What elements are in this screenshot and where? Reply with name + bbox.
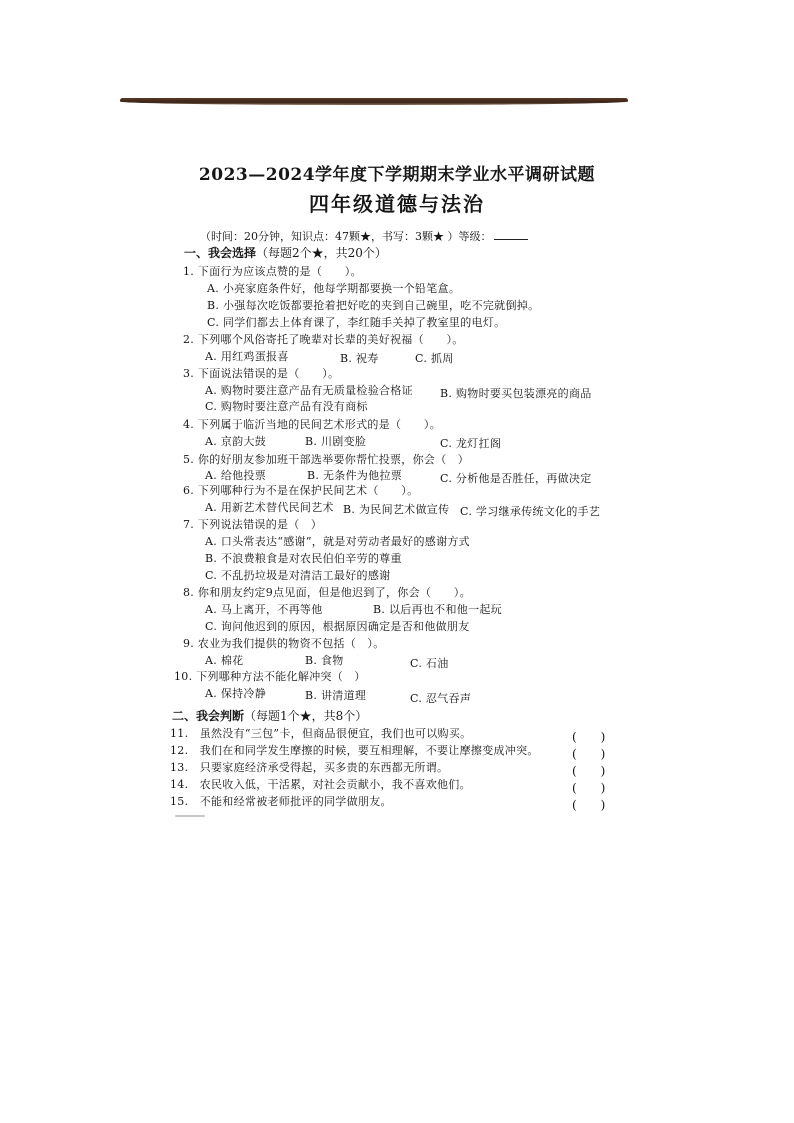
judgment-15: 15. 不能和经常被老师批评的同学做朋友。: [170, 795, 392, 808]
question-6-option-b: B. 为民间艺术做宣传: [343, 503, 450, 516]
question-10-option-c: C. 忍气吞声: [410, 692, 472, 705]
question-7-stem: 7. 下列说法错误的是（ ）: [183, 518, 323, 531]
question-8-stem: 8. 你和朋友约定9点见面，但是他迟到了，你会（ ）。: [183, 586, 471, 599]
section-2-note: （每题1个★，共8个）: [244, 709, 368, 723]
judgment-13-answer-box[interactable]: ( ): [572, 764, 606, 778]
question-10-stem: 10. 下列哪种方法不能化解冲突（ ）: [174, 670, 366, 683]
exam-title: 2023—2024学年度下学期期末学业水平调研试题: [198, 165, 596, 185]
question-9-option-b: B. 食物: [305, 654, 344, 667]
question-8-option-b: B. 以后再也不和他一起玩: [373, 603, 502, 616]
question-1-option-b: B. 小强每次吃饭都要抢着把好吃的夹到自己碗里，吃不完就倒掉。: [207, 299, 540, 312]
question-2-option-a: A. 用红鸡蛋报喜: [205, 350, 289, 363]
question-3-option-a: A. 购物时要注意产品有无质量检验合格证: [205, 384, 413, 397]
judgment-11-answer-box[interactable]: ( ): [572, 730, 606, 744]
exam-meta-text: （时间：20分钟，知识点：47颗★，书写：3颗★ ）等级：: [200, 230, 492, 243]
question-10-option-a: A. 保持冷静: [205, 687, 267, 700]
judgment-14-answer-box[interactable]: ( ): [572, 781, 606, 795]
question-7-option-b: B. 不浪费粮食是对农民伯伯辛劳的尊重: [205, 552, 402, 565]
judgment-12-answer-box[interactable]: ( ): [572, 747, 606, 761]
question-9-option-c: C. 石油: [410, 657, 449, 670]
question-4-option-a: A. 京韵大鼓: [205, 435, 267, 448]
question-3-stem: 3. 下面说法错误的是（ ）。: [183, 367, 340, 380]
question-9-option-a: A. 棉花: [205, 654, 244, 667]
question-6-option-a: A. 用新艺术替代民间艺术: [205, 501, 334, 514]
grade-blank: [494, 229, 528, 240]
judgment-14: 14. 农民收入低，干活累，对社会贡献小，我不喜欢他们。: [170, 778, 471, 791]
question-2-stem: 2. 下列哪个风俗寄托了晚辈对长辈的美好祝福（ ）。: [183, 333, 464, 346]
question-5-option-a: A. 给他投票: [205, 469, 267, 482]
question-4-stem: 4. 下列属于临沂当地的民间艺术形式的是（ ）。: [183, 418, 441, 431]
judgment-11: 11. 虽然没有“三包”卡，但商品很便宜，我们也可以购买。: [170, 727, 472, 740]
question-3-option-c: C. 购物时要注意产品有没有商标: [205, 400, 368, 413]
question-8-option-c: C. 询问他迟到的原因，根据原因确定是否和他做朋友: [205, 620, 470, 633]
question-2-option-b: B. 祝寿: [340, 352, 379, 365]
question-10-option-b: B. 讲清道理: [305, 689, 367, 702]
question-1-option-c: C. 同学们都去上体育课了，李红随手关掉了教室里的电灯。: [207, 316, 506, 329]
question-4-option-c: C. 龙灯扛阁: [440, 437, 502, 450]
question-9-stem: 9. 农业为我们提供的物资不包括（ ）。: [183, 637, 385, 650]
question-2-option-c: C. 抓周: [415, 352, 454, 365]
question-7-option-a: A. 口头常表达“感谢”，就是对劳动者最好的感谢方式: [205, 535, 470, 548]
question-7-option-c: C. 不乱扔垃圾是对清洁工最好的感谢: [205, 569, 391, 582]
section-2-heading: [172, 707, 367, 724]
question-4-option-b: B. 川剧变脸: [305, 435, 367, 448]
question-6-stem: 6. 下列哪种行为不是在保护民间艺术（ ）。: [183, 484, 419, 497]
scan-smudge: [175, 815, 205, 817]
judgment-13: 13. 只要家庭经济承受得起，买多贵的东西都无所谓。: [170, 761, 449, 774]
question-8-option-a: A. 马上离开，不再等他: [205, 603, 323, 616]
exam-subtitle: 四年级道德与法治: [309, 192, 485, 216]
judgment-12: 12. 我们在和同学发生摩擦的时候，要互相理解，不要让摩擦变成冲突。: [170, 744, 539, 757]
question-3-option-b: B. 购物时要买包装漂亮的商品: [440, 387, 592, 400]
question-5-option-c: C. 分析他是否胜任，再做决定: [440, 472, 592, 485]
question-5-stem: 5. 你的好朋友参加班干部选举要你帮忙投票，你会（ ）: [183, 453, 470, 466]
judgment-15-answer-box[interactable]: ( ): [572, 798, 606, 812]
question-1-option-a: A. 小亮家庭条件好，他每学期都要换一个铅笔盒。: [207, 282, 461, 295]
section-1-note: （每题2个★，共20个）: [256, 246, 387, 260]
question-5-option-b: B. 无条件为他拉票: [307, 469, 403, 482]
exam-meta: [200, 228, 528, 244]
question-1-stem: 1. 下面行为应该点赞的是（ ）。: [183, 265, 362, 278]
question-6-option-c: C. 学习继承传统文化的手艺: [460, 505, 601, 518]
section-1-title: 一、我会选择: [184, 246, 257, 260]
scan-edge-bar: [120, 98, 628, 105]
section-2-title: 二、我会判断: [172, 709, 245, 723]
section-1-heading: [184, 244, 387, 261]
